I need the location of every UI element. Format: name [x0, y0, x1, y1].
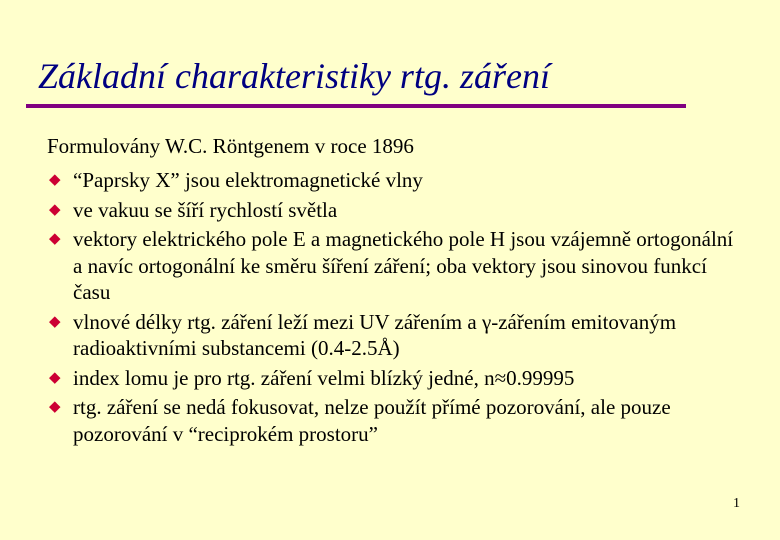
bullet-item	[47, 365, 737, 392]
slide-title: Základní charakteristiky rtg. záření	[38, 56, 550, 96]
diamond-bullet-icon: ◆	[49, 229, 61, 247]
diamond-bullet-icon: ◆	[49, 170, 61, 188]
bullet-text: vlnové délky rtg. záření leží mezi UV zářením a γ-zářením emitovaným radioaktivními substancemi (0.4-2.5Å)	[73, 309, 677, 360]
title-underline	[26, 104, 686, 108]
bullet-text: ve vakuu se šíří rychlostí světla	[73, 197, 338, 222]
diamond-bullet-icon: ◆	[49, 397, 61, 415]
bullet-text: index lomu je pro rtg. záření velmi blízký jedné, n≈0.99995	[73, 365, 575, 390]
page-number: 1	[733, 496, 740, 511]
bullet-item	[47, 226, 737, 306]
bullet-text: vektory elektrického pole E a magnetického pole H jsou vzájemně ortogonální a navíc ortogonální ke směru šíření záření; oba vektory jsou sinovou funkcí času	[73, 227, 734, 304]
bullet-text: “Paprsky X” jsou elektromagnetické vlny	[73, 168, 423, 192]
bullet-item	[47, 309, 737, 362]
diamond-bullet-icon: ◆	[49, 367, 61, 386]
diamond-bullet-icon: ◆	[49, 199, 61, 218]
bullet-item	[47, 167, 737, 194]
bullet-list	[47, 167, 737, 450]
bullet-item	[47, 197, 737, 224]
intro-text: Formulovány W.C. Röntgenem v roce 1896	[47, 134, 414, 158]
diamond-bullet-icon: ◆	[49, 311, 61, 330]
bullet-text: rtg. záření se nedá fokusovat, nelze použít přímé pozorování, ale pouze pozorování v “reciprokém prostoru”	[73, 395, 671, 446]
bullet-item	[47, 394, 737, 447]
